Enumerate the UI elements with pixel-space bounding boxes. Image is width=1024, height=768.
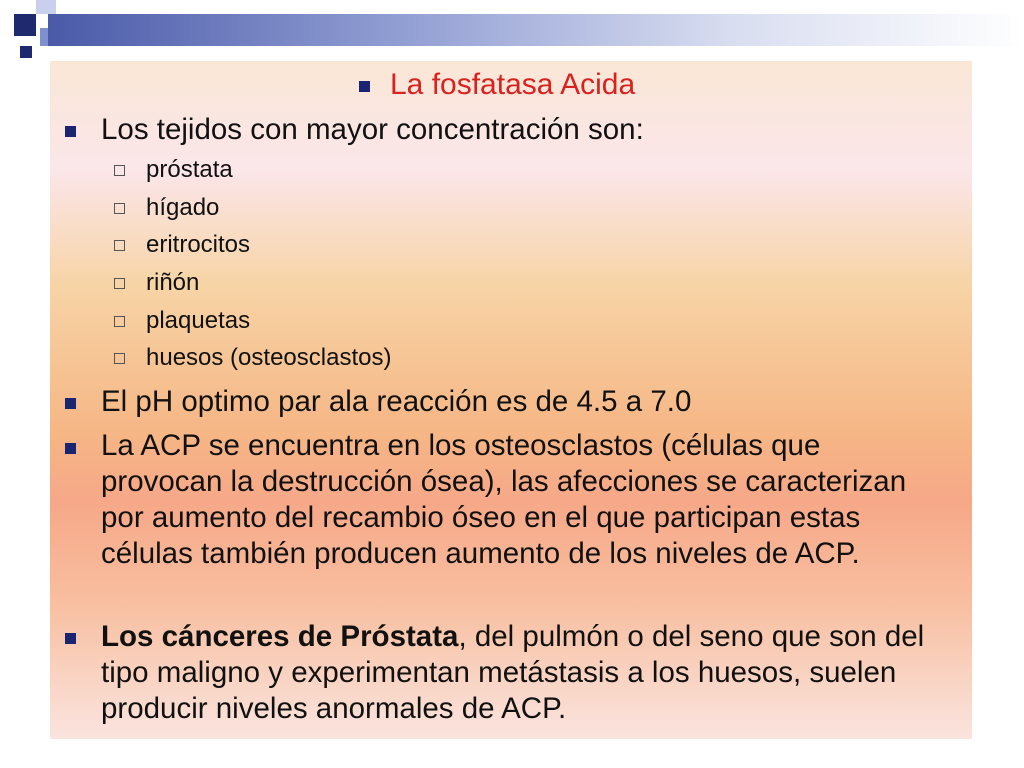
sub-item-1: próstata <box>146 156 233 183</box>
sub-bullet-icon <box>114 165 125 176</box>
sub-item-2: hígado <box>146 194 220 221</box>
decor-square-navy <box>14 14 36 36</box>
decor-square-navy-2 <box>20 46 32 58</box>
sub-bullet-icon <box>114 278 125 289</box>
bullet-text-4-rest: , del pulmón o del seno que son del tipo maligno y experimentan metástasis a los huesos, suelen producir niveles anormales de ACP. <box>101 620 925 725</box>
bullet-square-icon <box>65 398 76 409</box>
bullet-square-icon <box>65 633 76 644</box>
bullet-square-icon <box>65 443 76 454</box>
sub-bullet-icon <box>114 316 125 327</box>
bold-phrase: Los cánceres de Próstata <box>101 620 459 653</box>
sub-item-5: plaquetas <box>146 307 251 334</box>
sub-bullet-icon <box>114 203 125 214</box>
sub-bullet-icon <box>114 240 125 251</box>
header-gradient-band <box>48 14 1024 46</box>
sub-item-4: riñón <box>146 269 200 296</box>
sub-item-3: eritrocitos <box>146 231 251 258</box>
bullet-text-1: Los tejidos con mayor concentración son: <box>101 113 644 146</box>
bullet-text-4 <box>101 619 941 727</box>
bullet-text-3: La ACP se encuentra en los osteosclastos (células que provocan la destrucción ósea), las afecciones se caracterizan por aumento del recambio óseo en el que participan estas células también producen aumento de los niveles de ACP. <box>101 429 907 570</box>
bullet-text-2: El pH optimo par ala reacción es de 4.5 a 7.0 <box>101 385 692 418</box>
bullet-square-icon <box>65 126 76 137</box>
sub-bullet-icon <box>114 353 125 364</box>
sub-item-6: huesos (osteosclastos) <box>146 344 392 371</box>
slide-title: La fosfatasa Acida <box>390 68 636 101</box>
title-bullet-icon <box>359 81 370 92</box>
decor-square-pale <box>36 0 56 14</box>
